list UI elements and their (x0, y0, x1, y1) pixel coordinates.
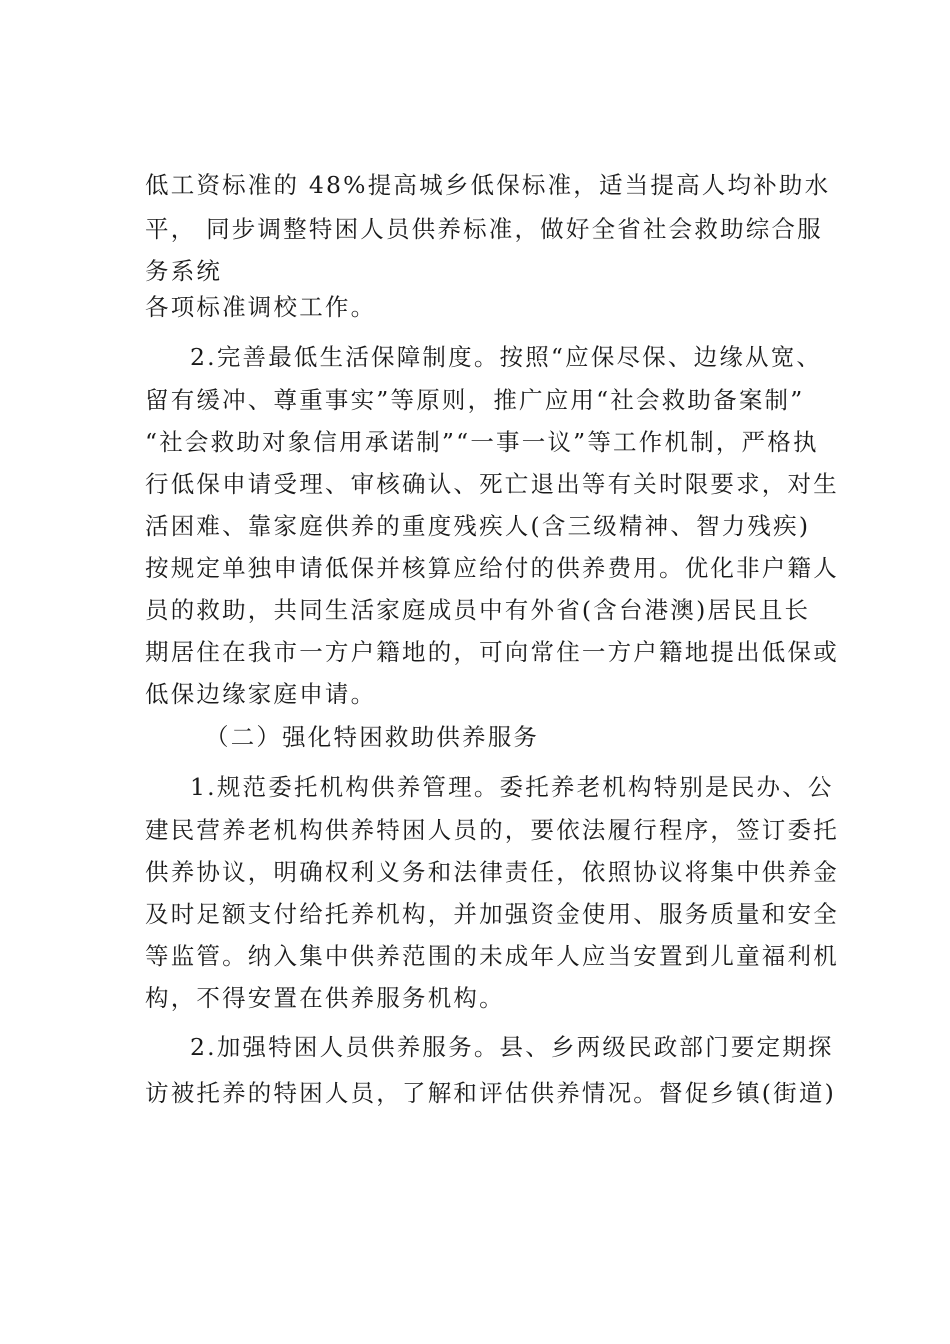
body-text-line: 期居住在我市一方户籍地的，可向常住一方户籍地提出低保或 (145, 638, 839, 666)
body-text-line: 等监管。纳入集中供养范围的未成年人应当安置到儿童福利机 (145, 942, 839, 970)
body-text-line: 供养协议，明确权利义务和法律责任，依照协议将集中供养金 (145, 858, 839, 886)
paragraph-start-line: 2.完善最低生活保障制度。按照“应保尽保、边缘从宽、 (190, 343, 823, 371)
body-text-line: 平， 同步调整特困人员供养标准，做好全省社会救助综合服 (145, 215, 823, 243)
body-text-line: 低保边缘家庭申请。 (145, 680, 377, 708)
body-text-line: 按规定单独申请低保并核算应给付的供养费用。优化非户籍人 (145, 554, 839, 582)
body-text-line: 行低保申请受理、审核确认、死亡退出等有关时限要求，对生 (145, 470, 839, 498)
body-text-line: 建民营养老机构供养特困人员的，要依法履行程序，签订委托 (145, 816, 839, 844)
body-text-line: 务系统 (145, 257, 223, 285)
body-text-line: 访被托养的特困人员，了解和评估供养情况。督促乡镇(街道) (145, 1079, 836, 1107)
body-text-line: 低工资标准的 48%提高城乡低保标准，适当提高人均补助水 (145, 171, 831, 199)
body-text-line: 员的救助，共同生活家庭成员中有外省(含台港澳)居民且长 (145, 596, 811, 624)
body-text-line: “社会救助对象信用承诺制”“一事一议”等工作机制，严格执 (145, 428, 819, 456)
body-text-line: 各项标准调校工作。 (145, 293, 377, 321)
section-heading: （二）强化特困救助供养服务 (205, 723, 540, 751)
body-text-line: 构，不得安置在供养服务机构。 (145, 984, 505, 1012)
body-text-line: 及时足额支付给托养机构，并加强资金使用、服务质量和安全 (145, 900, 839, 928)
paragraph-start-line: 2.加强特困人员供养服务。县、乡两级民政部门要定期探 (190, 1033, 834, 1061)
body-text-line: 留有缓冲、尊重事实”等原则，推广应用“社会救助备案制” (145, 386, 805, 414)
body-text-line: 活困难、靠家庭供养的重度残疾人(含三级精神、智力残疾) (145, 512, 811, 540)
paragraph-start-line: 1.规范委托机构供养管理。委托养老机构特别是民办、公 (190, 773, 834, 801)
